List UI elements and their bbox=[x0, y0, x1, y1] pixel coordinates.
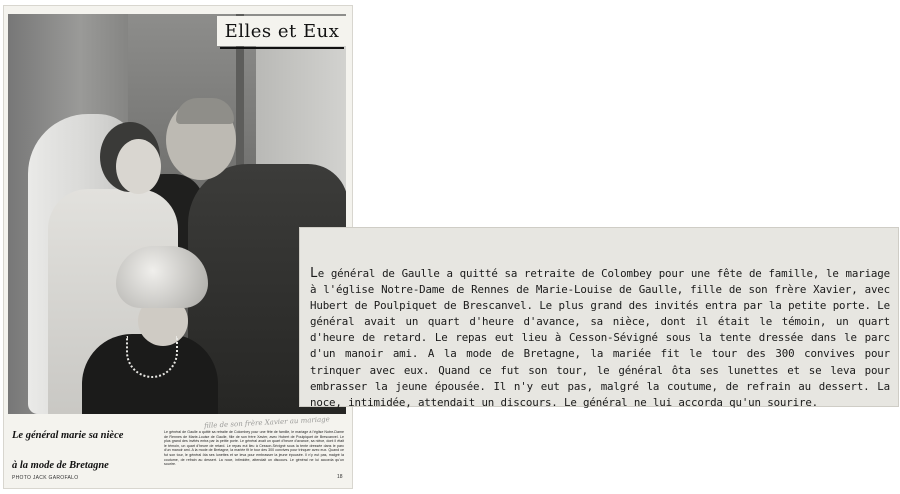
flowered-hat bbox=[116, 246, 208, 308]
wedding-photo bbox=[8, 14, 346, 414]
caption-line-2: à la mode de Bretagne bbox=[12, 460, 109, 471]
enlarged-article-text bbox=[310, 266, 890, 411]
caption-line-1: Le général marie sa nièce bbox=[12, 430, 124, 441]
enlarged-article-body: e général de Gaulle a quitté sa retraite de Colombey pour une fête de famille, le mariage à l'église Notre-Dame de Rennes de Marie-Louise de Gaulle, fille de son frère Xavier, avec Hubert de Poulpiquet de Brescanvel. Le plus grand des invités entra par la petite porte. Le général avait un quart d'heure d'avance, sa nièce, dont il était le témoin, un quart d'heure de retard. Le repas eut lieu à Cesson-Sévigné sous la tente dressée dans le parc d'un manoir ami. A la mode de Bretagne, la mariée fit le tour des 300 convives pour trinquer avec eux. Quand ce fut son tour, le général ôta ses lunettes et se leva pour embrasser la jeune épousée. Il n'y eut pas, malgré la coutume, de refrain au dessert. La noce, intimidée, attendait un discours. Le général ne lui accorda qu'un sourire. bbox=[310, 267, 890, 409]
enlarged-article-panel bbox=[300, 228, 898, 409]
photo-caption bbox=[10, 418, 160, 480]
handwritten-note: fille de son frère Xavier au mariage bbox=[203, 415, 331, 430]
article-body-small: Le général de Gaulle a quitté sa retraite de Colombey pour une fête de famille, le mariage à l'église Notre-Dame de Rennes de Marie-Louise de Gaulle, fille de son frère Xavier, avec Hubert de Poulpiquet de Brescanvel. Le plus grand des invités entra par la petite porte. Le général avait un quart d'heure d'avance, sa nièce, dont il était le témoin, un quart d'heure de retard. Le repas eut lieu à Cesson-Sévigné sous la tente dressée dans le parc d'un manoir ami. A la mode de Bretagne, la mariée fit le tour des 300 convives pour trinquer avec eux. Quand ce fut son tour, le général ôta ses lunettes et se leva pour embrasser la jeune épousée. Il n'y eut pas, malgré la coutume, de refrain au dessert. La noce, intimidée, attendait un discours. Le général ne lui accorda qu'un sourire. bbox=[164, 430, 344, 467]
drop-cap: L bbox=[310, 266, 318, 281]
title-underline bbox=[220, 47, 344, 49]
general-hair bbox=[176, 98, 234, 124]
bride-face bbox=[116, 139, 161, 194]
section-title-box bbox=[217, 16, 347, 46]
section-title: Elles et Eux bbox=[224, 20, 340, 42]
page-number: 18 bbox=[337, 474, 343, 480]
photo-credit: PHOTO JACK GAROFALO bbox=[12, 475, 79, 481]
